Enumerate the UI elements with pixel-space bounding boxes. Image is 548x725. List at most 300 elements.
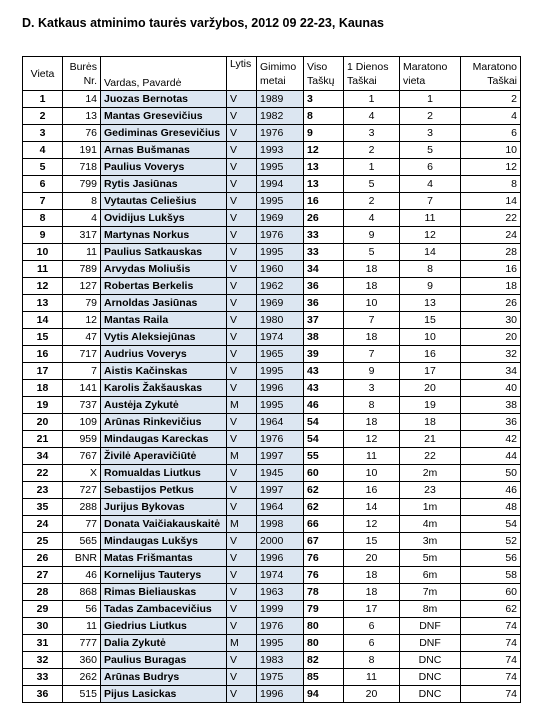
table-row (23, 499, 521, 516)
cell-lytis: V (227, 176, 257, 193)
table-row (23, 159, 521, 176)
cell-vardas: Matas Frišmantas (101, 550, 227, 567)
cell-diena: 10 (344, 465, 400, 482)
cell-lytis: V (227, 108, 257, 125)
cell-viso: 33 (304, 227, 344, 244)
cell-diena: 7 (344, 346, 400, 363)
cell-vieta: 8 (23, 210, 63, 227)
cell-maratono-vieta: 22 (400, 448, 461, 465)
cell-maratono-taskai: 42 (461, 431, 521, 448)
cell-maratono-taskai: 10 (461, 142, 521, 159)
cell-gimimo: 1974 (257, 329, 304, 346)
cell-vardas: Martynas Norkus (101, 227, 227, 244)
cell-gimimo: 1980 (257, 312, 304, 329)
table-row (23, 584, 521, 601)
table-row (23, 618, 521, 635)
cell-maratono-vieta: 6m (400, 567, 461, 584)
cell-maratono-taskai: 74 (461, 635, 521, 652)
cell-maratono-taskai: 14 (461, 193, 521, 210)
table-row (23, 550, 521, 567)
cell-maratono-taskai: 54 (461, 516, 521, 533)
table-row (23, 142, 521, 159)
cell-vieta: 24 (23, 516, 63, 533)
cell-gimimo: 1964 (257, 414, 304, 431)
cell-lytis: V (227, 329, 257, 346)
cell-viso: 34 (304, 261, 344, 278)
cell-diena: 6 (344, 635, 400, 652)
cell-viso: 94 (304, 686, 344, 703)
cell-bures: 718 (63, 159, 101, 176)
cell-vieta: 21 (23, 431, 63, 448)
cell-gimimo: 1962 (257, 278, 304, 295)
cell-gimimo: 1965 (257, 346, 304, 363)
cell-maratono-vieta: 19 (400, 397, 461, 414)
cell-diena: 2 (344, 193, 400, 210)
cell-vardas: Juozas Bernotas (101, 91, 227, 108)
cell-maratono-taskai: 44 (461, 448, 521, 465)
table-row (23, 346, 521, 363)
cell-bures: 777 (63, 635, 101, 652)
cell-viso: 43 (304, 363, 344, 380)
cell-viso: 85 (304, 669, 344, 686)
cell-maratono-taskai: 8 (461, 176, 521, 193)
cell-bures: 79 (63, 295, 101, 312)
cell-maratono-vieta: 3m (400, 533, 461, 550)
table-row (23, 635, 521, 652)
table-row (23, 414, 521, 431)
cell-lytis: V (227, 550, 257, 567)
cell-gimimo: 1964 (257, 499, 304, 516)
cell-vardas: Sebastijos Petkus (101, 482, 227, 499)
cell-maratono-taskai: 2 (461, 91, 521, 108)
cell-bures: 109 (63, 414, 101, 431)
cell-maratono-vieta: 5m (400, 550, 461, 567)
cell-gimimo: 1960 (257, 261, 304, 278)
cell-maratono-taskai: 48 (461, 499, 521, 516)
cell-bures: 141 (63, 380, 101, 397)
cell-lytis: V (227, 482, 257, 499)
cell-vardas: Jurijus Bykovas (101, 499, 227, 516)
cell-vieta: 23 (23, 482, 63, 499)
cell-bures: 288 (63, 499, 101, 516)
cell-vardas: Gediminas Gresevičius (101, 125, 227, 142)
cell-diena: 18 (344, 261, 400, 278)
cell-viso: 76 (304, 567, 344, 584)
cell-vieta: 29 (23, 601, 63, 618)
cell-diena: 12 (344, 516, 400, 533)
table-row (23, 227, 521, 244)
cell-vieta: 33 (23, 669, 63, 686)
cell-viso: 3 (304, 91, 344, 108)
cell-vieta: 18 (23, 380, 63, 397)
cell-bures: 127 (63, 278, 101, 295)
cell-vieta: 28 (23, 584, 63, 601)
cell-maratono-vieta: 20 (400, 380, 461, 397)
header-maratono-vieta: Maratono vieta (400, 57, 461, 91)
cell-bures: BNR (63, 550, 101, 567)
cell-viso: 26 (304, 210, 344, 227)
cell-diena: 15 (344, 533, 400, 550)
table-row (23, 125, 521, 142)
cell-maratono-vieta: 18 (400, 414, 461, 431)
cell-vardas: Austėja Zykutė (101, 397, 227, 414)
cell-viso: 82 (304, 652, 344, 669)
cell-maratono-vieta: 10 (400, 329, 461, 346)
cell-bures: 565 (63, 533, 101, 550)
cell-maratono-vieta: 15 (400, 312, 461, 329)
table-row (23, 465, 521, 482)
table-row (23, 516, 521, 533)
cell-gimimo: 1982 (257, 108, 304, 125)
header-vieta: Vieta (23, 57, 63, 91)
cell-lytis: V (227, 363, 257, 380)
cell-lytis: V (227, 618, 257, 635)
cell-viso: 13 (304, 159, 344, 176)
table-row (23, 669, 521, 686)
table-row (23, 278, 521, 295)
cell-maratono-taskai: 30 (461, 312, 521, 329)
cell-vieta: 13 (23, 295, 63, 312)
cell-diena: 20 (344, 686, 400, 703)
cell-maratono-vieta: 11 (400, 210, 461, 227)
cell-lytis: V (227, 142, 257, 159)
cell-vieta: 30 (23, 618, 63, 635)
cell-vardas: Robertas Berkelis (101, 278, 227, 295)
cell-lytis: V (227, 499, 257, 516)
table-row (23, 652, 521, 669)
cell-diena: 11 (344, 448, 400, 465)
cell-vieta: 4 (23, 142, 63, 159)
cell-gimimo: 1995 (257, 635, 304, 652)
cell-bures: 47 (63, 329, 101, 346)
cell-bures: 12 (63, 312, 101, 329)
cell-maratono-vieta: 7m (400, 584, 461, 601)
cell-maratono-taskai: 36 (461, 414, 521, 431)
cell-vieta: 32 (23, 652, 63, 669)
table-header-row (23, 57, 521, 91)
cell-maratono-taskai: 60 (461, 584, 521, 601)
cell-maratono-vieta: 4 (400, 176, 461, 193)
cell-gimimo: 1989 (257, 91, 304, 108)
cell-vieta: 3 (23, 125, 63, 142)
cell-lytis: V (227, 244, 257, 261)
cell-diena: 18 (344, 584, 400, 601)
header-viso: Viso Taškų (304, 57, 344, 91)
cell-vardas: Mantas Raila (101, 312, 227, 329)
cell-vieta: 11 (23, 261, 63, 278)
cell-vardas: Arūnas Rinkevičius (101, 414, 227, 431)
cell-vieta: 25 (23, 533, 63, 550)
cell-viso: 8 (304, 108, 344, 125)
cell-gimimo: 1975 (257, 669, 304, 686)
cell-bures: 515 (63, 686, 101, 703)
cell-maratono-taskai: 4 (461, 108, 521, 125)
cell-vardas: Mantas Gresevičius (101, 108, 227, 125)
cell-viso: 33 (304, 244, 344, 261)
cell-lytis: V (227, 312, 257, 329)
cell-lytis: V (227, 346, 257, 363)
cell-bures: 262 (63, 669, 101, 686)
cell-viso: 80 (304, 635, 344, 652)
cell-bures: 4 (63, 210, 101, 227)
cell-vieta: 20 (23, 414, 63, 431)
cell-lytis: V (227, 227, 257, 244)
cell-maratono-vieta: 1 (400, 91, 461, 108)
cell-lytis: V (227, 261, 257, 278)
cell-vardas: Paulius Satkauskas (101, 244, 227, 261)
table-row (23, 448, 521, 465)
cell-bures: 11 (63, 618, 101, 635)
cell-gimimo: 1997 (257, 482, 304, 499)
table-row (23, 329, 521, 346)
cell-viso: 16 (304, 193, 344, 210)
cell-vieta: 7 (23, 193, 63, 210)
cell-maratono-vieta: 2m (400, 465, 461, 482)
cell-lytis: M (227, 448, 257, 465)
cell-viso: 78 (304, 584, 344, 601)
cell-bures: 868 (63, 584, 101, 601)
cell-gimimo: 1976 (257, 618, 304, 635)
cell-viso: 80 (304, 618, 344, 635)
table-row (23, 295, 521, 312)
header-gimimo: Gimimo metai (257, 57, 304, 91)
cell-vieta: 17 (23, 363, 63, 380)
table-row (23, 210, 521, 227)
cell-lytis: V (227, 686, 257, 703)
header-diena: 1 Dienos Taškai (344, 57, 400, 91)
cell-gimimo: 1969 (257, 210, 304, 227)
cell-viso: 55 (304, 448, 344, 465)
cell-vardas: Arvydas Moliušis (101, 261, 227, 278)
cell-vardas: Tadas Zambacevičius (101, 601, 227, 618)
cell-bures: 56 (63, 601, 101, 618)
cell-gimimo: 1969 (257, 295, 304, 312)
cell-maratono-taskai: 46 (461, 482, 521, 499)
cell-diena: 14 (344, 499, 400, 516)
cell-vieta: 22 (23, 465, 63, 482)
cell-vardas: Paulius Buragas (101, 652, 227, 669)
table-row (23, 108, 521, 125)
cell-vardas: Vytautas Celiešius (101, 193, 227, 210)
cell-diena: 1 (344, 159, 400, 176)
cell-diena: 7 (344, 312, 400, 329)
cell-vardas: Arnoldas Jasiūnas (101, 295, 227, 312)
cell-maratono-taskai: 28 (461, 244, 521, 261)
cell-lytis: V (227, 533, 257, 550)
cell-vieta: 35 (23, 499, 63, 516)
cell-diena: 2 (344, 142, 400, 159)
cell-bures: 7 (63, 363, 101, 380)
cell-maratono-taskai: 74 (461, 652, 521, 669)
cell-gimimo: 1963 (257, 584, 304, 601)
cell-bures: 799 (63, 176, 101, 193)
cell-gimimo: 1999 (257, 601, 304, 618)
cell-bures: 959 (63, 431, 101, 448)
cell-maratono-vieta: DNF (400, 635, 461, 652)
header-bures: Burės Nr. (63, 57, 101, 91)
cell-lytis: V (227, 465, 257, 482)
cell-vardas: Karolis Žakšauskas (101, 380, 227, 397)
cell-viso: 62 (304, 482, 344, 499)
cell-maratono-vieta: 3 (400, 125, 461, 142)
cell-bures: 737 (63, 397, 101, 414)
cell-diena: 20 (344, 550, 400, 567)
cell-lytis: V (227, 431, 257, 448)
cell-maratono-taskai: 26 (461, 295, 521, 312)
cell-bures: 8 (63, 193, 101, 210)
cell-vieta: 34 (23, 448, 63, 465)
cell-maratono-vieta: 12 (400, 227, 461, 244)
cell-maratono-vieta: 16 (400, 346, 461, 363)
cell-gimimo: 1996 (257, 686, 304, 703)
cell-vardas: Ovidijus Lukšys (101, 210, 227, 227)
cell-maratono-taskai: 24 (461, 227, 521, 244)
cell-maratono-taskai: 74 (461, 686, 521, 703)
cell-lytis: V (227, 210, 257, 227)
cell-bures: 191 (63, 142, 101, 159)
cell-maratono-taskai: 40 (461, 380, 521, 397)
cell-viso: 66 (304, 516, 344, 533)
header-lytis: Lytis (227, 57, 257, 91)
cell-diena: 9 (344, 363, 400, 380)
cell-maratono-vieta: 6 (400, 159, 461, 176)
cell-diena: 18 (344, 567, 400, 584)
cell-lytis: V (227, 278, 257, 295)
cell-diena: 11 (344, 669, 400, 686)
table-row (23, 176, 521, 193)
cell-gimimo: 1995 (257, 193, 304, 210)
page-title: D. Katkaus atminimo taurės varžybos, 2012 09 22-23, Kaunas (22, 16, 384, 30)
cell-gimimo: 1945 (257, 465, 304, 482)
cell-gimimo: 1995 (257, 397, 304, 414)
cell-lytis: V (227, 567, 257, 584)
header-maratono-taskai: Maratono Taškai (461, 57, 521, 91)
cell-gimimo: 1997 (257, 448, 304, 465)
cell-bures: 77 (63, 516, 101, 533)
cell-lytis: V (227, 91, 257, 108)
cell-viso: 76 (304, 550, 344, 567)
cell-diena: 4 (344, 210, 400, 227)
cell-viso: 67 (304, 533, 344, 550)
cell-gimimo: 1976 (257, 227, 304, 244)
cell-maratono-taskai: 52 (461, 533, 521, 550)
table-row (23, 244, 521, 261)
cell-lytis: V (227, 295, 257, 312)
cell-diena: 18 (344, 329, 400, 346)
table-row (23, 91, 521, 108)
cell-bures: X (63, 465, 101, 482)
cell-bures: 13 (63, 108, 101, 125)
cell-vardas: Pijus Lasickas (101, 686, 227, 703)
cell-maratono-vieta: DNC (400, 686, 461, 703)
cell-maratono-taskai: 58 (461, 567, 521, 584)
cell-lytis: M (227, 397, 257, 414)
cell-vieta: 9 (23, 227, 63, 244)
cell-vieta: 27 (23, 567, 63, 584)
cell-gimimo: 1995 (257, 244, 304, 261)
cell-viso: 36 (304, 295, 344, 312)
cell-diena: 9 (344, 227, 400, 244)
cell-bures: 76 (63, 125, 101, 142)
cell-maratono-vieta: 2 (400, 108, 461, 125)
cell-vieta: 31 (23, 635, 63, 652)
cell-maratono-vieta: 14 (400, 244, 461, 261)
table-row (23, 601, 521, 618)
cell-vardas: Romualdas Liutkus (101, 465, 227, 482)
cell-maratono-taskai: 6 (461, 125, 521, 142)
cell-vardas: Donata Vaičiakauskaitė (101, 516, 227, 533)
cell-vieta: 10 (23, 244, 63, 261)
cell-gimimo: 1994 (257, 176, 304, 193)
cell-gimimo: 2000 (257, 533, 304, 550)
cell-lytis: V (227, 669, 257, 686)
table-row (23, 567, 521, 584)
cell-viso: 12 (304, 142, 344, 159)
cell-gimimo: 1996 (257, 380, 304, 397)
cell-maratono-taskai: 50 (461, 465, 521, 482)
cell-maratono-taskai: 20 (461, 329, 521, 346)
cell-maratono-vieta: 17 (400, 363, 461, 380)
cell-vieta: 19 (23, 397, 63, 414)
cell-diena: 1 (344, 91, 400, 108)
cell-maratono-vieta: 13 (400, 295, 461, 312)
cell-bures: 360 (63, 652, 101, 669)
cell-gimimo: 1995 (257, 363, 304, 380)
cell-viso: 60 (304, 465, 344, 482)
cell-bures: 717 (63, 346, 101, 363)
cell-lytis: V (227, 652, 257, 669)
header-vardas: Vardas, Pavardė (101, 57, 227, 91)
cell-vieta: 36 (23, 686, 63, 703)
cell-vardas: Aistis Kačinskas (101, 363, 227, 380)
cell-vardas: Rytis Jasiūnas (101, 176, 227, 193)
cell-diena: 5 (344, 244, 400, 261)
cell-vardas: Paulius Voverys (101, 159, 227, 176)
cell-lytis: V (227, 380, 257, 397)
cell-viso: 38 (304, 329, 344, 346)
cell-vardas: Giedrius Liutkus (101, 618, 227, 635)
cell-diena: 12 (344, 431, 400, 448)
cell-viso: 39 (304, 346, 344, 363)
cell-viso: 79 (304, 601, 344, 618)
cell-bures: 789 (63, 261, 101, 278)
cell-gimimo: 1993 (257, 142, 304, 159)
cell-vardas: Dalia Zykutė (101, 635, 227, 652)
cell-lytis: V (227, 584, 257, 601)
cell-viso: 54 (304, 431, 344, 448)
cell-maratono-taskai: 32 (461, 346, 521, 363)
table-row (23, 380, 521, 397)
cell-maratono-vieta: 23 (400, 482, 461, 499)
cell-maratono-vieta: 8m (400, 601, 461, 618)
cell-vieta: 1 (23, 91, 63, 108)
table-row (23, 312, 521, 329)
cell-vieta: 5 (23, 159, 63, 176)
cell-maratono-taskai: 74 (461, 669, 521, 686)
cell-diena: 18 (344, 414, 400, 431)
cell-diena: 16 (344, 482, 400, 499)
cell-lytis: V (227, 601, 257, 618)
cell-maratono-taskai: 18 (461, 278, 521, 295)
cell-gimimo: 1983 (257, 652, 304, 669)
cell-maratono-taskai: 16 (461, 261, 521, 278)
cell-vieta: 26 (23, 550, 63, 567)
cell-vieta: 2 (23, 108, 63, 125)
cell-maratono-vieta: 5 (400, 142, 461, 159)
cell-maratono-taskai: 38 (461, 397, 521, 414)
cell-vardas: Mindaugas Lukšys (101, 533, 227, 550)
cell-viso: 37 (304, 312, 344, 329)
